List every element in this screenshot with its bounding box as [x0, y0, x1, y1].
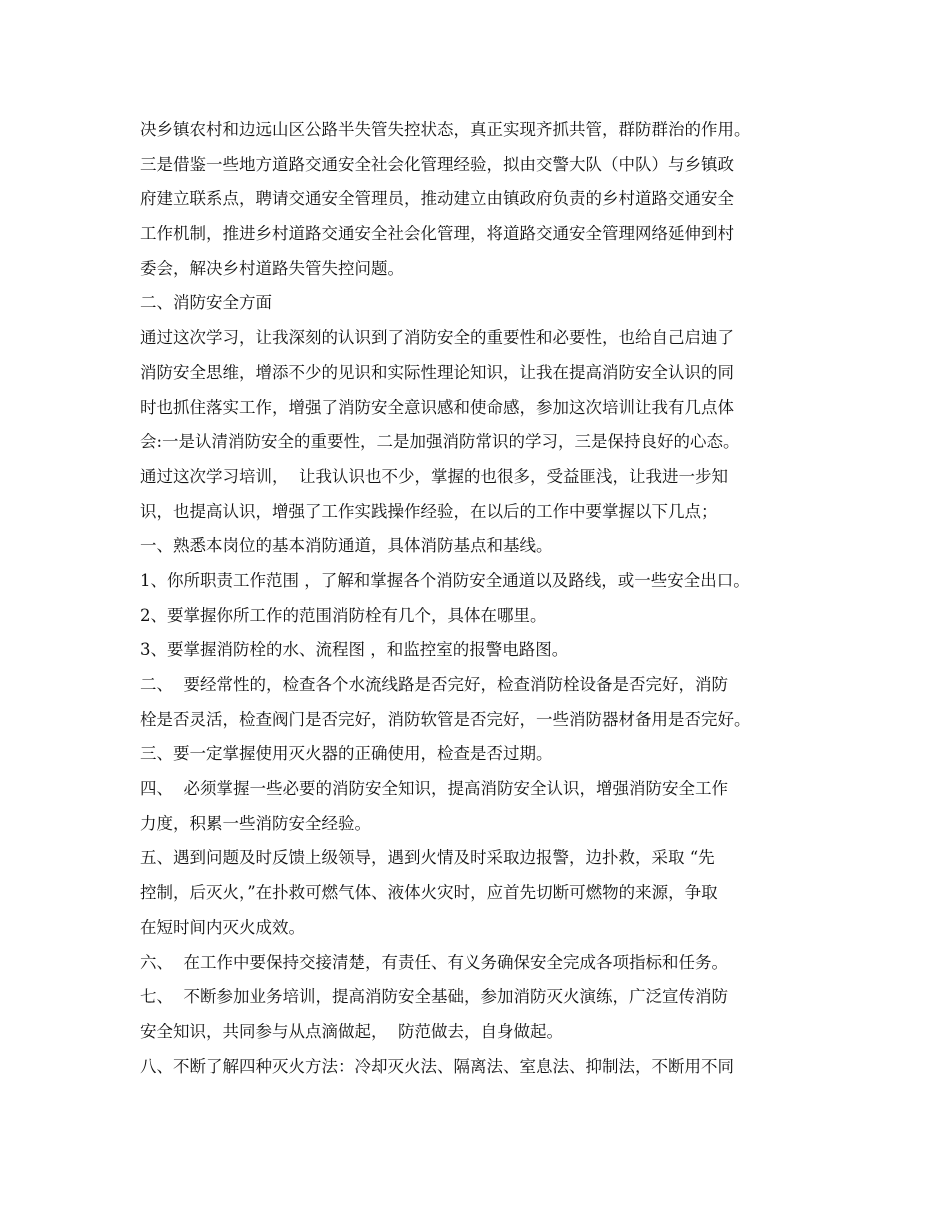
text-line: 时也抓住落实工作，增强了消防安全意识感和使命感，参加这次培训让我有几点体	[140, 397, 734, 417]
list-item: 七、 不断参加业务培训，提高消防安全基础，参加消防灭火演练，广泛宣传消防	[140, 987, 728, 1007]
text-line: 通过这次学习培训， 让我认识也不少，掌握的也很多，受益匪浅，让我进一步知	[140, 466, 728, 486]
list-item: 3、要掌握消防栓的水、流程图 ，和监控室的报警电路图。	[140, 640, 569, 660]
text-line: 工作机制，推进乡村道路交通安全社会化管理，将道路交通安全管理网络延伸到村	[140, 224, 734, 244]
text-line: 决乡镇农村和边远山区公路半失管失控状态，真正实现齐抓共管，群防群治的作用。	[140, 120, 751, 139]
list-item: 三、要一定掌握使用灭火器的正确使用，检查是否过期。	[140, 744, 553, 764]
document-body	[140, 113, 840, 1084]
list-item: 八、不断了解四种灭火方法：冷却灭火法、隔离法、室息法、抑制法，不断用不同	[140, 1056, 734, 1076]
text-line: 会:一是认清消防安全的重要性，二是加强消防常识的学习，三是保持良好的心态。	[140, 432, 740, 452]
text-line: 通过这次学习，让我深刻的认识到了消防安全的重要性和必要性，也给自己启迪了	[140, 328, 734, 348]
list-item: 六、 在工作中要保持交接清楚，有责任、有义务确保安全完成各项指标和任务。	[140, 952, 728, 972]
text-line: 三是借鉴一些地方道路交通安全社会化管理经验，拟由交警大队（中队）与乡镇政	[140, 154, 734, 174]
text-line: 在短时间内灭火成效。	[140, 917, 305, 937]
text-line: 识，也提高认识，增强了工作实践操作经验，在以后的工作中要掌握以下几点；	[140, 501, 718, 521]
text-line: 控制，后灭火，”在扑救可燃气体、液体火灾时，应首先切断可燃物的来源，争取	[140, 883, 718, 903]
text-line: 力度，积累一些消防安全经验。	[140, 813, 371, 833]
list-item: 一、熟悉本岗位的基本消防通道，具体消防基点和基线。	[140, 536, 553, 556]
text-line: 府建立联系点，聘请交通安全管理员，推动建立由镇政府负责的乡村道路交通安全	[140, 189, 734, 209]
text-line: 消防安全思维，增添不少的见识和实际性理论知识，让我在提高消防安全认识的同	[140, 362, 734, 382]
list-item: 2、要掌握你所工作的范围消防栓有几个，具体在哪里。	[140, 605, 547, 625]
section-heading: 二、消防安全方面	[140, 293, 272, 313]
list-item: 1、你所职责工作范围 ，了解和掌握各个消防安全通道以及路线，或一些安全出口。	[140, 570, 750, 590]
list-item: 二、 要经常性的，检查各个水流线路是否完好，检查消防栓设备是否完好，消防	[140, 675, 728, 694]
list-item: 五、遇到问题及时反馈上级领导，遇到火情及时采取边报警，边扑救，采取 “先	[140, 848, 715, 868]
text-line: 委会，解决乡村道路失管失控问题。	[140, 258, 404, 278]
text-line: 栓是否灵活，检查阀门是否完好，消防软管是否完好，一些消防器材备用是否完好。	[140, 709, 751, 729]
list-item: 四、 必须掌握一些必要的消防安全知识，提高消防安全认识，增强消防安全工作	[140, 779, 728, 799]
text-line: 安全知识，共同参与从点滴做起， 防范做去，自身做起。	[140, 1021, 563, 1041]
